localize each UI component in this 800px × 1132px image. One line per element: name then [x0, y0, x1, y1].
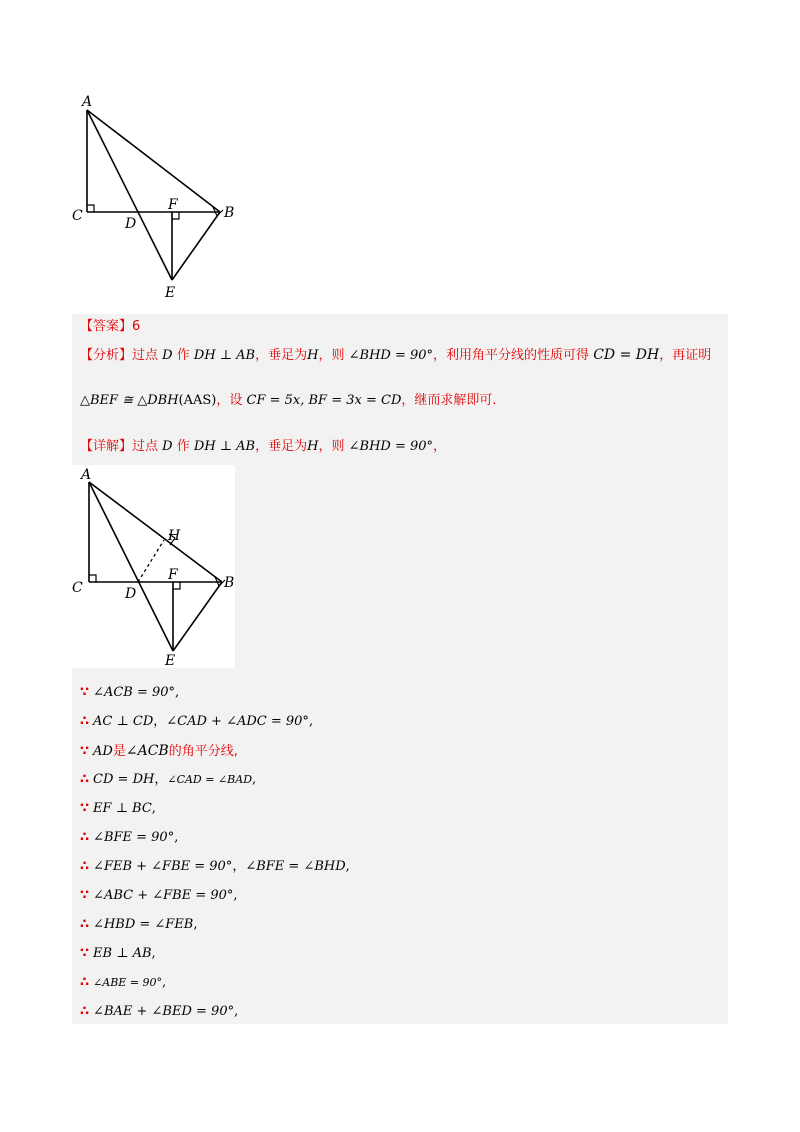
therefore-symbol: ∴ [80, 830, 90, 845]
analysis-text: ，垂足为 [255, 348, 308, 363]
punctuation: , [233, 888, 238, 903]
step-text: 的角平分线, [168, 744, 238, 759]
answer-tag: 【答案】 [80, 319, 133, 334]
punctuation: ， [154, 772, 168, 787]
detail-text: ，则 [318, 439, 345, 454]
because-symbol: ∵ [80, 888, 90, 903]
proof-step [80, 887, 238, 905]
math-expression: ∠CAD + ∠ADC = 90° [166, 714, 309, 729]
proof-step [80, 742, 238, 761]
analysis-line-1 [80, 346, 711, 365]
math-expression: DH ⊥ AB [193, 348, 256, 363]
therefore-symbol: ∴ [80, 772, 90, 787]
segment-AB [89, 482, 222, 582]
punctuation: , [174, 830, 179, 845]
proof-step [80, 684, 179, 702]
segment-AE [89, 482, 173, 651]
right-angle-mark-C [89, 575, 96, 582]
step-text: 是 [112, 744, 126, 759]
punctuation: , [175, 685, 180, 700]
proof-step [80, 771, 256, 789]
label-E: E [165, 285, 176, 301]
analysis-text: ，再证明 [659, 348, 712, 363]
proof-step [80, 800, 156, 818]
right-angle-mark-C [87, 205, 94, 212]
math-expression: EF ⊥ BC [93, 801, 152, 816]
geometry-figure-2 [72, 465, 235, 668]
label-F: F [168, 197, 178, 213]
label-C: C [72, 208, 83, 224]
math-point-H: H [307, 439, 319, 454]
math-expression: ∠BAE + ∠BED = 90° [93, 1004, 235, 1019]
punctuation: , [193, 917, 198, 932]
therefore-symbol: ∴ [80, 917, 90, 932]
punctuation: , [151, 801, 156, 816]
math-expression: △BEF ≅ △DBH [80, 393, 179, 408]
math-expression: ∠ABC + ∠FBE = 90° [93, 888, 234, 903]
math-point-D: D [162, 348, 173, 363]
label-C: C [72, 580, 83, 596]
math-expression: ∠BFE = 90° [93, 830, 175, 845]
analysis-text: ，利用角平分线的性质可得 [433, 348, 590, 363]
because-symbol: ∵ [80, 801, 90, 816]
math-expression: AC ⊥ CD [93, 714, 154, 729]
answer-line [80, 318, 140, 336]
therefore-symbol: ∴ [80, 859, 90, 874]
segment-AE [87, 110, 172, 280]
answer-value: 6 [132, 319, 141, 334]
punctuation: , [308, 714, 314, 729]
segment-AB [87, 110, 220, 212]
label-E: E [165, 653, 176, 668]
math-expression: AD [93, 744, 113, 759]
right-angle-mark-F [173, 582, 180, 589]
analysis-text: 作 [176, 348, 190, 363]
punctuation: , [151, 946, 156, 961]
detail-line [80, 438, 446, 456]
punctuation: ， [153, 714, 167, 729]
math-expression: DH ⊥ AB [193, 439, 256, 454]
math-expression: ∠FEB + ∠FBE = 90° [93, 859, 233, 874]
therefore-symbol: ∴ [80, 714, 90, 729]
math-expression: CD = DH [593, 347, 660, 363]
label-B: B [224, 205, 235, 221]
therefore-symbol: ∴ [80, 1004, 90, 1019]
analysis-text: ，设 [216, 393, 243, 408]
label-A: A [81, 467, 92, 483]
math-expression: CF = 5x, BF = 3x = CD [246, 393, 402, 408]
label-A: A [82, 94, 93, 110]
because-symbol: ∵ [80, 946, 90, 961]
punctuation: , [162, 975, 167, 990]
analysis-line-2 [80, 392, 497, 410]
label-D: D [125, 586, 137, 602]
proof-step [80, 858, 350, 876]
math-point-H: H [307, 348, 319, 363]
detail-text: 过点 [132, 439, 159, 454]
because-symbol: ∵ [80, 744, 90, 759]
math-expression: CD = DH [93, 772, 155, 787]
detail-text: ， [433, 439, 447, 454]
label-D: D [125, 216, 137, 232]
math-expression: ∠HBD = ∠FEB [93, 917, 194, 932]
analysis-tag: 【分析】 [80, 348, 133, 363]
proof-step [80, 713, 313, 731]
punctuation: , [234, 1004, 239, 1019]
proof-step [80, 829, 178, 847]
analysis-text: ，继而求解即可. [401, 393, 497, 408]
punctuation: , [252, 772, 257, 787]
label-F: F [168, 567, 178, 583]
analysis-text: 过点 [132, 348, 159, 363]
segment-DH-dashed [138, 540, 164, 582]
therefore-symbol: ∴ [80, 975, 90, 990]
math-expression: ∠ACB [125, 743, 169, 759]
math-expression: ∠BHD = 90° [348, 348, 434, 363]
right-angle-mark-F [172, 212, 179, 219]
punctuation: ， [232, 859, 246, 874]
proof-step [80, 945, 156, 963]
punctuation: , [345, 859, 350, 874]
math-expression: ∠CAD = ∠BAD [167, 773, 253, 786]
proof-step [80, 974, 166, 992]
segment-BE [173, 582, 222, 651]
because-symbol: ∵ [80, 685, 90, 700]
math-point-D: D [162, 439, 173, 454]
detail-text: 作 [176, 439, 190, 454]
label-B: B [224, 575, 235, 591]
math-expression: EB ⊥ AB [93, 946, 152, 961]
analysis-text: ，则 [318, 348, 345, 363]
math-expression: (AAS) [178, 393, 217, 408]
detail-text: ，垂足为 [255, 439, 308, 454]
proof-step [80, 1003, 238, 1021]
detail-tag: 【详解】 [80, 439, 133, 454]
math-expression: ∠BHD = 90° [348, 439, 434, 454]
segment-BE [172, 212, 220, 280]
label-H: H [168, 528, 181, 544]
math-expression: ∠ABE = 90° [93, 976, 163, 989]
math-expression: ∠ACB = 90° [93, 685, 176, 700]
proof-step [80, 916, 198, 934]
geometry-figure-1 [68, 92, 248, 302]
math-expression: ∠BFE = ∠BHD [245, 859, 346, 874]
